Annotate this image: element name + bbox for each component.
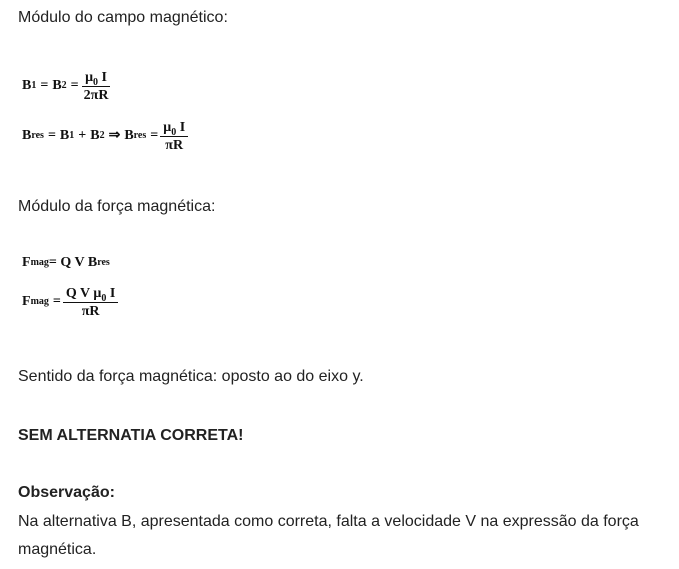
equals-sign: =: [40, 78, 49, 93]
fraction-numerator: $\mu_0$ I: [160, 119, 188, 137]
force-direction-text: Sentido da força magnética: oposto ao do eixo y.: [18, 368, 364, 385]
fraction-numerator: Q V $\mu_0$ I: [63, 285, 118, 303]
note-line-2: magnética.: [18, 541, 97, 558]
heading-magnetic-field: Módulo do campo magnético:: [18, 9, 228, 26]
fraction-denominator: πR: [165, 137, 184, 153]
symbol-f: F: [22, 255, 31, 270]
symbol-b: B: [22, 128, 32, 143]
note-line-1: Na alternativa B, apresentada como correta, falta a velocidade V na expressão da força: [18, 513, 639, 530]
plus-sign: +: [78, 128, 87, 143]
symbol-b: B: [52, 78, 62, 93]
fraction: [63, 285, 118, 320]
heading-magnetic-force: Módulo da força magnética:: [18, 198, 216, 215]
symbol-b: B: [22, 78, 32, 93]
equation-field-each: B 1 = B 2 = $\frac{\mu_0 I}{2\pi R}$: [22, 68, 113, 104]
fraction-denominator: πR: [81, 303, 100, 319]
note-title: Observação:: [18, 484, 115, 501]
equals-sign: =: [52, 294, 61, 309]
force-rhs: = Q V B: [48, 255, 98, 270]
equation-force: F mag = Q V B res: [22, 255, 110, 270]
fraction: [81, 69, 112, 104]
equals-sign: =: [70, 78, 79, 93]
fraction: [160, 119, 188, 154]
fraction-denominator: 2πR: [83, 87, 109, 103]
equation-field-resultant: B res = B 1 + B 2 ⇒ B res = $\frac{\mu_0 I}{\pi R}$: [22, 118, 190, 154]
equals-sign: =: [150, 128, 159, 143]
symbol-b: B: [124, 128, 134, 143]
fraction-numerator: $\mu_0$ I: [82, 69, 110, 87]
equation-force-final: F mag = $\frac{Q V \mu_0 I}{\pi R}$: [22, 284, 120, 320]
equals-sign: =: [47, 128, 56, 143]
symbol-b: B: [90, 128, 100, 143]
implies-arrow: ⇒: [108, 128, 121, 143]
symbol-f: F: [22, 294, 31, 309]
symbol-b: B: [59, 128, 70, 143]
no-correct-answer-text: SEM ALTERNATIA CORRETA!: [18, 427, 244, 444]
